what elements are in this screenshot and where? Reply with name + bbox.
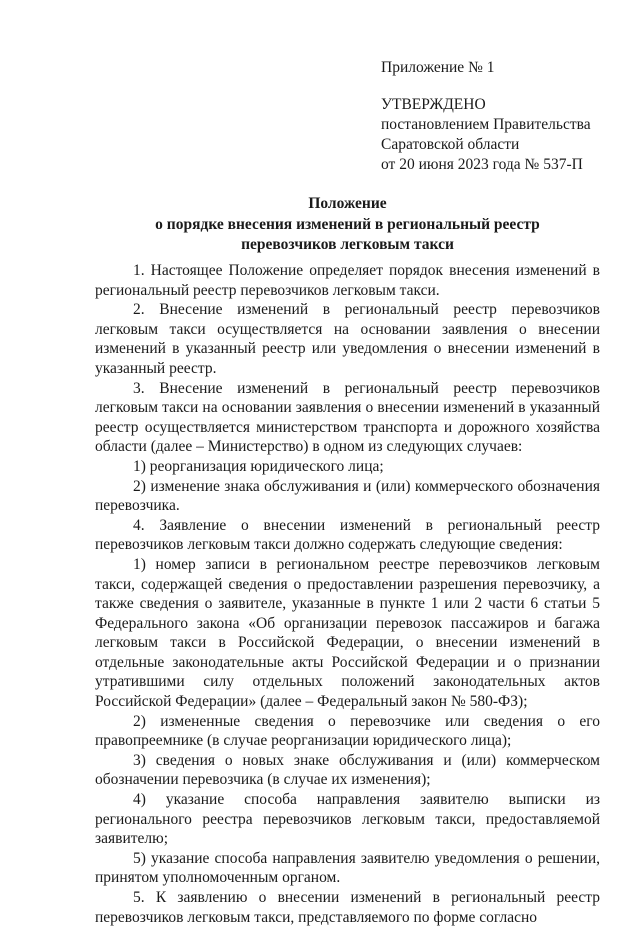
list-item: 1) реорганизация юридического лица; (133, 457, 384, 475)
title-line: перевозчиков легковым такси (241, 236, 454, 253)
list-item: 3) сведения о новых знаке обслуживания и (или) коммерческом обозначении перевозчика (в случае их изменения); (95, 751, 600, 789)
paragraph: 5. К заявлению о внесении изменений в региональный реестр перевозчиков легковым такси, представляемого по форме согласно (95, 889, 600, 926)
approved-label: УТВЕРЖДЕНО (381, 96, 486, 113)
approval-line: Саратовской области (381, 136, 520, 153)
document-body (95, 261, 600, 927)
list-item: 2) изменение знака обслуживания и (или) коммерческого обозначения перевозчика. (95, 477, 600, 515)
paragraph: 1. Настоящее Положение определяет порядок внесения изменений в региональный реестр перевозчиков легковым такси. (95, 262, 600, 299)
list-item: 4) указание способа направления заявителю выписки из регионального реестра перевозчиков легковым такси, предоставляемой заявителю; (95, 791, 600, 848)
approval-date: от 20 июня 2023 года № 537-П (381, 156, 583, 173)
paragraph: 2. Внесение изменений в региональный реестр перевозчиков легковым такси осуществляется на основании заявления о внесении изменений в указанный реестр или уведомления о внесении изменений в указанный реестр. (95, 301, 600, 377)
title-line: о порядке внесения изменений в региональный реестр (155, 215, 540, 233)
list-item: 2) измененные сведения о перевозчике или сведения о его правопреемнике (в случае реорганизации юридического лица); (95, 712, 600, 750)
approval-line: постановлением Правительства (381, 116, 591, 133)
title-line: Положение (308, 195, 387, 212)
appendix-label: Приложение № 1 (381, 59, 495, 76)
list-item: 5) указание способа направления заявителю уведомления о решении, принятом уполномоченным органом. (95, 849, 600, 887)
document-title (95, 194, 600, 256)
paragraph: 3. Внесение изменений в региональный реестр перевозчиков легковым такси на основании заявления о внесении изменений в указанный реестр осуществляется министерством транспорта и дорожного хозяйства области (далее – Министерство) в одном из следующих случаев: (95, 379, 600, 456)
paragraph: 4. Заявление о внесении изменений в региональный реестр перевозчиков легковым такси должно содержать следующие сведения: (95, 516, 600, 554)
list-item: 1) номер записи в региональном реестре перевозчиков легковым такси, содержащей сведения о предоставлении разрешения перевозчику, а также сведения о заявителе, указанные в пункте 1 или 2 части 6 статьи 5 Федерального закона «Об организации перевозок пассажиров и багажа легковым такси в Российской Федерации, о внесении изменений в отдельные законодательные акты Российской Федерации и о признании утратившими силу отдельных положений законодательных актов Российской Федерации» (далее – Федеральный закон № 580-ФЗ); (95, 555, 600, 711)
approval-block (381, 58, 631, 175)
